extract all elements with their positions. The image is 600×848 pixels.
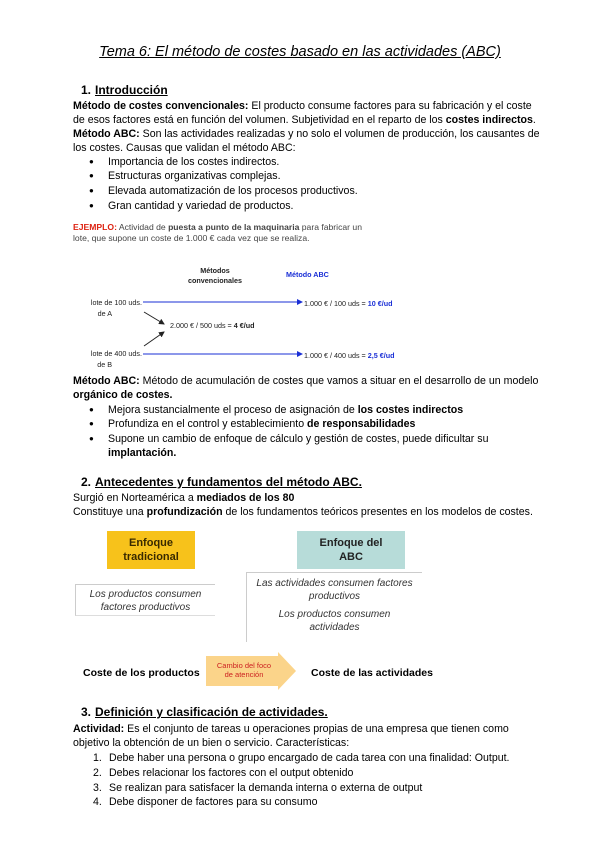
text: 1.000 € / 100 uds =	[304, 299, 368, 308]
bold-text: 2,5 €/ud	[367, 351, 395, 360]
arrow-lot-a-conv	[144, 312, 164, 324]
text: de atención	[224, 670, 264, 679]
diagram-lot-a	[74, 297, 142, 319]
term-label: Método ABC:	[73, 375, 140, 387]
box-abc	[297, 531, 405, 569]
item-text: Debe haber una persona o grupo encargado de cada tarea con una finalidad: Output.	[109, 752, 510, 764]
abc-description	[246, 572, 422, 642]
item-number: 4.	[93, 796, 102, 808]
bold-text: mediados de los 80	[196, 492, 295, 504]
list-item-text	[108, 417, 558, 431]
text: Cambio del foco	[216, 661, 272, 670]
section-2-heading	[73, 475, 362, 489]
text: Surgió en Norteamérica a	[73, 492, 197, 504]
text: Mejora sustancialmente el proceso de asignación de	[108, 404, 358, 416]
text: ABC	[339, 551, 363, 563]
list-item-text: ● Elevada automatización de los procesos productivos.	[108, 185, 358, 197]
item-number: 2.	[93, 767, 102, 779]
text: Es el conjunto de tareas u operaciones propias de una empresa que tienen como	[124, 723, 509, 735]
list-item	[93, 766, 543, 780]
bold-text: puesta a punto de la maquinaria	[168, 222, 300, 232]
list-item	[93, 781, 543, 795]
list-item-text	[108, 403, 558, 417]
paragraph	[73, 99, 543, 113]
text: Método de acumulación de costes que vamos a situar en el desarrollo de un modelo	[139, 375, 539, 387]
text: actividades	[309, 622, 360, 633]
example-label: EJEMPLO:	[73, 222, 117, 232]
paragraph	[73, 722, 543, 736]
list-item	[93, 751, 543, 765]
item-text: Debe disponer de factores para su consumo	[109, 796, 318, 808]
list-item	[92, 184, 542, 198]
text: 2.000 € / 500 uds =	[170, 321, 234, 330]
diagram-abc-a	[304, 299, 393, 308]
paragraph	[73, 374, 543, 388]
paragraph	[73, 127, 543, 141]
trad-description	[75, 584, 215, 616]
term-label: Método ABC:	[73, 128, 140, 140]
diagram-col-abc: Método ABC	[286, 270, 329, 279]
term-label: Actividad:	[73, 723, 125, 735]
section-1-heading	[73, 83, 168, 97]
text: Enfoque	[129, 537, 173, 549]
section-title: Antecedentes y fundamentos del método ABC.	[95, 475, 362, 489]
text: El producto consume factores para su fabricación y el coste	[248, 100, 532, 112]
item-text: Se realizan para satisfacer la demanda interna o externa de output	[109, 782, 423, 794]
text: de los fundamentos teóricos presentes en los modelos de costes.	[222, 506, 533, 518]
list-item	[92, 432, 542, 460]
text: Los productos consumen	[278, 609, 391, 620]
paragraph: los costes. Causas que validan el método ABC:	[73, 142, 296, 154]
text: de A	[97, 309, 112, 318]
bold-text: costes indirectos	[445, 114, 533, 126]
paragraph	[73, 388, 543, 402]
list-item	[92, 199, 542, 213]
text: Enfoque del	[319, 537, 383, 549]
diagram-col-conventional	[170, 266, 260, 286]
text: Constituye una	[73, 506, 147, 518]
list-item	[92, 155, 542, 169]
diagram-lot-b	[70, 348, 142, 370]
text: Las actividades consumen factores	[256, 578, 413, 589]
text: de B	[97, 360, 112, 369]
text: Actividad de	[116, 222, 169, 232]
paragraph	[73, 505, 543, 519]
text: para fabricar un	[299, 222, 362, 232]
bold-text: 10 €/ud	[367, 299, 393, 308]
bold-text: profundización	[146, 506, 223, 518]
text: tradicional	[123, 551, 179, 563]
diagram-conv-calc	[170, 321, 255, 330]
text: Supone un cambio de enfoque de cálculo y gestión de costes, puede dificultar su	[108, 433, 489, 445]
bold-text: implantación.	[108, 447, 177, 459]
cost-activities-label: Coste de las actividades	[311, 667, 433, 679]
list-item	[92, 169, 542, 183]
paragraph	[73, 491, 543, 505]
text: de esos factores está en función del volumen. Subjetividad en el reparto de los	[73, 114, 446, 126]
list-item-text	[108, 432, 558, 460]
item-number: 1.	[93, 752, 102, 764]
text: Los productos consumen	[89, 589, 202, 600]
item-number: 3.	[93, 782, 102, 794]
list-item-text: ● Gran cantidad y variedad de productos.	[108, 200, 294, 212]
bold-text: 4 €/ud	[233, 321, 255, 330]
paragraph: objetivo la obtención de un bien o servicio. Características:	[73, 737, 350, 749]
page-title: Tema 6: El método de costes basado en las actividades (ABC)	[99, 44, 501, 60]
section-title: Definición y clasificación de actividades.	[95, 705, 328, 719]
text: 1.000 € / 400 uds =	[304, 351, 368, 360]
list-item-text: ● Importancia de los costes indirectos.	[108, 156, 280, 168]
bold-text: de responsabilidades	[307, 418, 416, 430]
bold-text: orgánico de costes.	[73, 389, 173, 401]
bold-text: los costes indirectos	[357, 404, 464, 416]
text: Profundiza en el control y establecimiento	[108, 418, 308, 430]
text: convencionales	[188, 276, 242, 285]
term-label: Método de costes convencionales:	[73, 100, 249, 112]
text: productivos	[308, 591, 361, 602]
text: factores productivos	[100, 602, 191, 613]
text: lote de 100 uds.	[90, 298, 142, 307]
text: Son las actividades realizadas y no solo el volumen de producción, los causantes de	[139, 128, 540, 140]
list-item	[92, 403, 542, 417]
item-text: Debes relacionar los factores con el output obtenido	[109, 767, 354, 779]
diagram-abc-b	[304, 351, 395, 360]
section-number: 1.	[80, 83, 91, 97]
list-item	[92, 417, 542, 431]
text: lote, que supone un coste de 1.000 € cada vez que se realiza.	[73, 233, 310, 243]
cost-products-label: Coste de los productos	[83, 667, 200, 679]
text: .	[532, 114, 536, 126]
list-item-text: ● Estructuras organizativas complejas.	[108, 170, 281, 182]
section-title: Introducción	[95, 83, 168, 97]
focus-arrow-label	[208, 661, 280, 679]
section-number: 3.	[80, 705, 91, 719]
list-item	[93, 795, 543, 809]
text: Métodos	[200, 266, 230, 275]
arrow-lot-b-conv	[144, 332, 164, 346]
section-3-heading	[73, 705, 328, 719]
box-traditional	[107, 531, 195, 569]
paragraph	[73, 113, 543, 127]
example-text	[73, 222, 393, 244]
section-number: 2.	[80, 475, 91, 489]
text: lote de 400 uds.	[90, 349, 142, 358]
diagram-arrows	[140, 290, 310, 370]
